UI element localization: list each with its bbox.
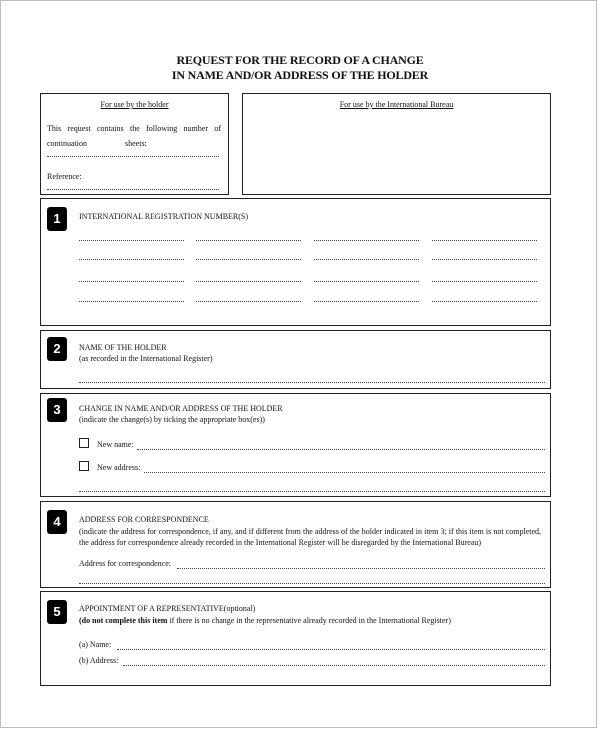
- registration-number-field[interactable]: [196, 240, 301, 241]
- registration-number-field[interactable]: [432, 240, 537, 241]
- form-title-line-2: IN NAME AND/OR ADDRESS OF THE HOLDER: [171, 68, 429, 82]
- section-4-title: ADDRESS FOR CORRESPONDENCE: [79, 515, 209, 524]
- sheets-label: sheets:: [125, 139, 147, 148]
- representative-name-label: (a) Name:: [79, 640, 112, 649]
- new-name-checkbox[interactable]: [79, 438, 89, 448]
- section-number-5: 5: [47, 600, 67, 624]
- registration-number-field[interactable]: [79, 259, 184, 260]
- section-4-instructions: (indicate the address for correspondence, if any, and if different from the address of the holder indicated in item 3; if this item is not completed, the address for correspondence already recorded in the International Register will be disregarded by the International Bureau): [79, 527, 541, 547]
- representative-address-field[interactable]: [123, 665, 545, 666]
- form-title-line-1: REQUEST FOR THE RECORD OF A CHANGE: [176, 53, 424, 67]
- section-3-title: CHANGE IN NAME AND/OR ADDRESS OF THE HOLDER: [79, 404, 283, 413]
- sheets-count-field[interactable]: [47, 156, 219, 157]
- correspondence-address-field-line-1[interactable]: [177, 568, 545, 569]
- bureau-box-header: For use by the International Bureau: [339, 100, 454, 109]
- correspondence-address-label: Address for correspondence:: [79, 559, 171, 568]
- section-5-note-rest: if there is no change in the representative already recorded in the International Register): [167, 616, 451, 625]
- registration-number-field[interactable]: [314, 281, 419, 282]
- section-number-2: 2: [47, 337, 67, 361]
- registration-number-field[interactable]: [314, 259, 419, 260]
- correspondence-address-field-line-2[interactable]: [79, 583, 545, 584]
- registration-number-field[interactable]: [432, 301, 537, 302]
- section-5-note-bold: (do not complete this item: [79, 616, 168, 625]
- section-5-title-text: APPOINTMENT OF A REPRESENTATIVE: [79, 604, 224, 613]
- section-5-title-suffix: (optional): [223, 604, 256, 613]
- registration-number-field[interactable]: [432, 259, 537, 260]
- representative-address-label: (b) Address:: [79, 656, 119, 665]
- representative-name-field[interactable]: [117, 649, 545, 650]
- bureau-box: [242, 93, 551, 195]
- new-address-field-line-2[interactable]: [79, 491, 545, 492]
- section-2-title: NAME OF THE HOLDER: [79, 343, 167, 352]
- holder-box-header: For use by the holder: [100, 100, 169, 109]
- section-5-note: [79, 616, 451, 625]
- section-4: [40, 501, 551, 588]
- section-5: [40, 591, 551, 686]
- reference-label: Reference:: [47, 172, 82, 181]
- new-address-checkbox[interactable]: [79, 461, 89, 471]
- section-5-title: [79, 604, 255, 613]
- registration-number-field[interactable]: [79, 240, 184, 241]
- holder-name-field[interactable]: [79, 382, 545, 383]
- registration-number-field[interactable]: [196, 281, 301, 282]
- section-3-subtitle: (indicate the change(s) by ticking the appropriate box(es)): [79, 415, 265, 424]
- reference-field[interactable]: [47, 189, 219, 190]
- registration-number-field[interactable]: [314, 240, 419, 241]
- registration-number-field[interactable]: [79, 281, 184, 282]
- section-1-title: INTERNATIONAL REGISTRATION NUMBER(S): [79, 212, 249, 221]
- continuation-label: continuation: [47, 139, 87, 148]
- section-number-4: 4: [47, 510, 67, 534]
- holder-box: [40, 93, 229, 195]
- section-2-subtitle: (as recorded in the International Register): [79, 354, 213, 363]
- section-number-3: 3: [47, 398, 67, 422]
- registration-number-field[interactable]: [196, 259, 301, 260]
- section-number-1: 1: [47, 207, 67, 231]
- new-name-field[interactable]: [137, 449, 545, 450]
- section-3: [40, 393, 551, 497]
- new-address-label: New address:: [97, 463, 141, 472]
- request-text: This request contains the following number of: [47, 124, 221, 133]
- new-name-label: New name:: [97, 440, 134, 449]
- section-2: [40, 330, 551, 389]
- registration-number-field[interactable]: [196, 301, 301, 302]
- registration-number-field[interactable]: [79, 301, 184, 302]
- registration-number-field[interactable]: [314, 301, 419, 302]
- section-1: [40, 198, 551, 326]
- new-address-field-line-1[interactable]: [144, 472, 545, 473]
- registration-number-field[interactable]: [432, 281, 537, 282]
